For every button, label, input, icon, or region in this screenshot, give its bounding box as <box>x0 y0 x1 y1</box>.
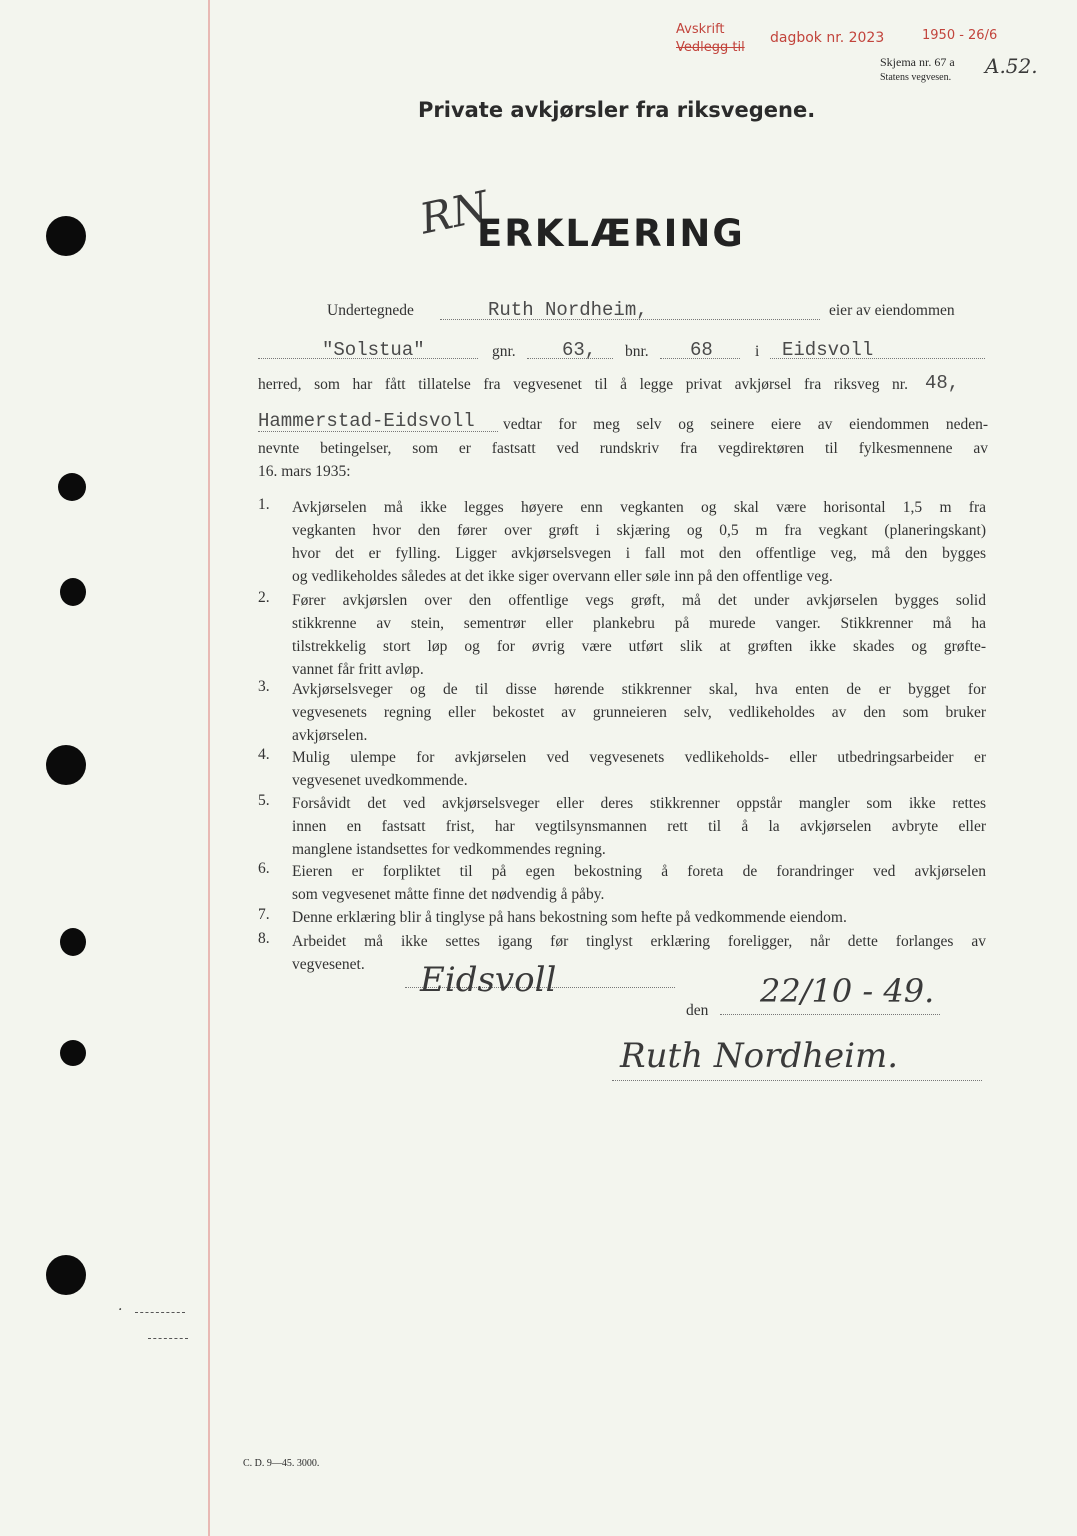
punch-hole <box>46 216 86 256</box>
print-code: C. D. 9—45. 3000. <box>243 1458 320 1469</box>
condition-line: innen en fastsatt frist, har vegtilsynsmannen rett til å la avkjørselen avbryte eller <box>292 818 986 835</box>
condition-number: 8. <box>258 930 270 947</box>
form-owner: Statens vegvesen. <box>880 72 952 83</box>
condition-line: stikkrenne av stein, sementrør eller plankebru på murede vanger. Stikkrenner må ha <box>292 615 986 632</box>
gnr-label: gnr. <box>492 343 516 360</box>
dagbok-number: dagbok nr. 2023 <box>770 30 885 46</box>
condition-line: Avkjørselen må ikke legges høyere enn vegkanten og skal være horisontal 1,5 m fra <box>292 499 986 516</box>
condition-number: 2. <box>258 589 270 606</box>
dotted-leader <box>612 1080 982 1081</box>
bnr-label: bnr. <box>625 343 649 360</box>
margin-dash <box>148 1338 188 1339</box>
condition-text <box>292 746 986 792</box>
condition-number: 4. <box>258 746 270 763</box>
condition-line: manglene istandsettes for vedkommendes regning. <box>292 841 606 858</box>
condition-line: hvor det er fylling. Ligger avkjørselsvegen i fall mot den offentlige veg, må den bygges <box>292 545 986 562</box>
stamp-avskrift: Avskrift <box>676 22 725 37</box>
stamp-vedlegg: Vedlegg til <box>676 40 745 55</box>
signer-name: Ruth Nordheim, <box>488 299 648 321</box>
condition-text <box>292 906 986 929</box>
condition-line: Forsåvidt det ved avkjørselsveger eller deres stikkrenner oppstår mangler som ikke rettes <box>292 795 986 812</box>
dotted-leader <box>720 1014 940 1015</box>
condition-line: Fører avkjørslen over den offentlige vegs grøft, må det under avkjørselen bygges solid <box>292 592 986 609</box>
signature-place: Eidsvoll <box>420 960 557 1000</box>
punch-hole <box>46 745 86 785</box>
punch-hole <box>60 928 86 956</box>
condition-line: vegkanten hvor den fører over grøft i skjæring og 0,5 m fra vegkant (planeringskant) <box>292 522 986 539</box>
condition-line: vegvesenet. <box>292 956 365 973</box>
document-title: ERKLÆRING <box>477 212 745 255</box>
condition-line: Arbeidet må ikke settes igang før tinglyst erklæring foreligger, når dette forlanges av <box>292 933 986 950</box>
road-name: Hammerstad-Eidsvoll <box>258 410 475 432</box>
document-subtitle: Private avkjørsler fra riksvegene. <box>418 98 816 122</box>
margin-dash <box>135 1312 185 1313</box>
condition-line: Eieren er forpliktet til på egen bekostning å foreta de forandringer ved avkjørselen <box>292 863 986 880</box>
handwritten-signature: Ruth Nordheim. <box>620 1036 899 1076</box>
condition-line: Denne erklæring blir å tinglyse på hans bekostning som hefte på vedkommende eiendom. <box>292 909 847 926</box>
condition-text <box>292 496 986 588</box>
condition-text <box>292 678 986 747</box>
dagbok-date: 1950 - 26/6 <box>922 28 998 43</box>
condition-text <box>292 860 986 906</box>
condition-line: vannet får fritt avløp. <box>292 661 424 678</box>
property-name: "Solstua" <box>322 339 425 361</box>
declaration-text-4: 16. mars 1935: <box>258 463 351 480</box>
condition-number: 1. <box>258 496 270 513</box>
condition-line: avkjørselen. <box>292 727 368 744</box>
gnr-value: 63, <box>562 339 597 361</box>
condition-text <box>292 792 986 861</box>
condition-line: tilstrekkelig stort løp og for øvrig være utført slik at grøften ikke skades og grøfte- <box>292 638 986 655</box>
condition-number: 5. <box>258 792 270 809</box>
handwritten-initials: RN <box>415 181 493 244</box>
margin-mark: · <box>118 1302 123 1318</box>
punch-hole <box>60 1040 86 1066</box>
punch-hole <box>58 473 86 501</box>
condition-number: 6. <box>258 860 270 877</box>
punch-hole <box>46 1255 86 1295</box>
condition-line: Mulig ulempe for avkjørselen ved vegvesenets vedlikeholds- eller utbedringsarbeider er <box>292 749 986 766</box>
signature-date: 22/10 - 49. <box>760 972 935 1010</box>
condition-line: og vedlikeholdes således at det ikke siger overvann eller søle inn på den offentlige veg. <box>292 568 833 585</box>
bnr-value: 68 <box>690 339 713 361</box>
eier-label: eier av eiendommen <box>829 302 955 319</box>
riksveg-number: 48, <box>925 372 960 394</box>
municipality: Eidsvoll <box>782 339 874 361</box>
condition-number: 3. <box>258 678 270 695</box>
condition-number: 7. <box>258 906 270 923</box>
herred-text: herred, som har fått tillatelse fra vegvesenet til å legge privat avkjørsel fra riksveg nr. <box>258 376 908 393</box>
declaration-text-3: nevnte betingelser, som er fastsatt ved rundskriv fra vegdirektøren til fylkesmennene av <box>258 440 988 457</box>
form-number: Skjema nr. 67 a <box>880 55 955 69</box>
condition-line: vegvesenets regning eller bekostet av grunneieren selv, vedlikeholdes av den som bruker <box>292 704 986 721</box>
margin-rule <box>208 0 210 1536</box>
condition-text <box>292 930 986 976</box>
form-reference: A.52. <box>985 54 1038 78</box>
condition-line: som vegvesenet måtte finne det nødvendig å påby. <box>292 886 605 903</box>
i-label: i <box>755 343 760 360</box>
condition-text <box>292 589 986 681</box>
punch-hole <box>60 578 86 606</box>
condition-line: Avkjørselsveger og de til disse hørende stikkrenner skal, hva enten de er bygget for <box>292 681 986 698</box>
condition-line: vegvesenet uvedkommende. <box>292 772 468 789</box>
undertegnede-label: Undertegnede <box>327 302 414 319</box>
den-label: den <box>686 1002 709 1019</box>
declaration-text-2: vedtar for meg selv og seinere eiere av eiendommen neden- <box>503 416 988 433</box>
